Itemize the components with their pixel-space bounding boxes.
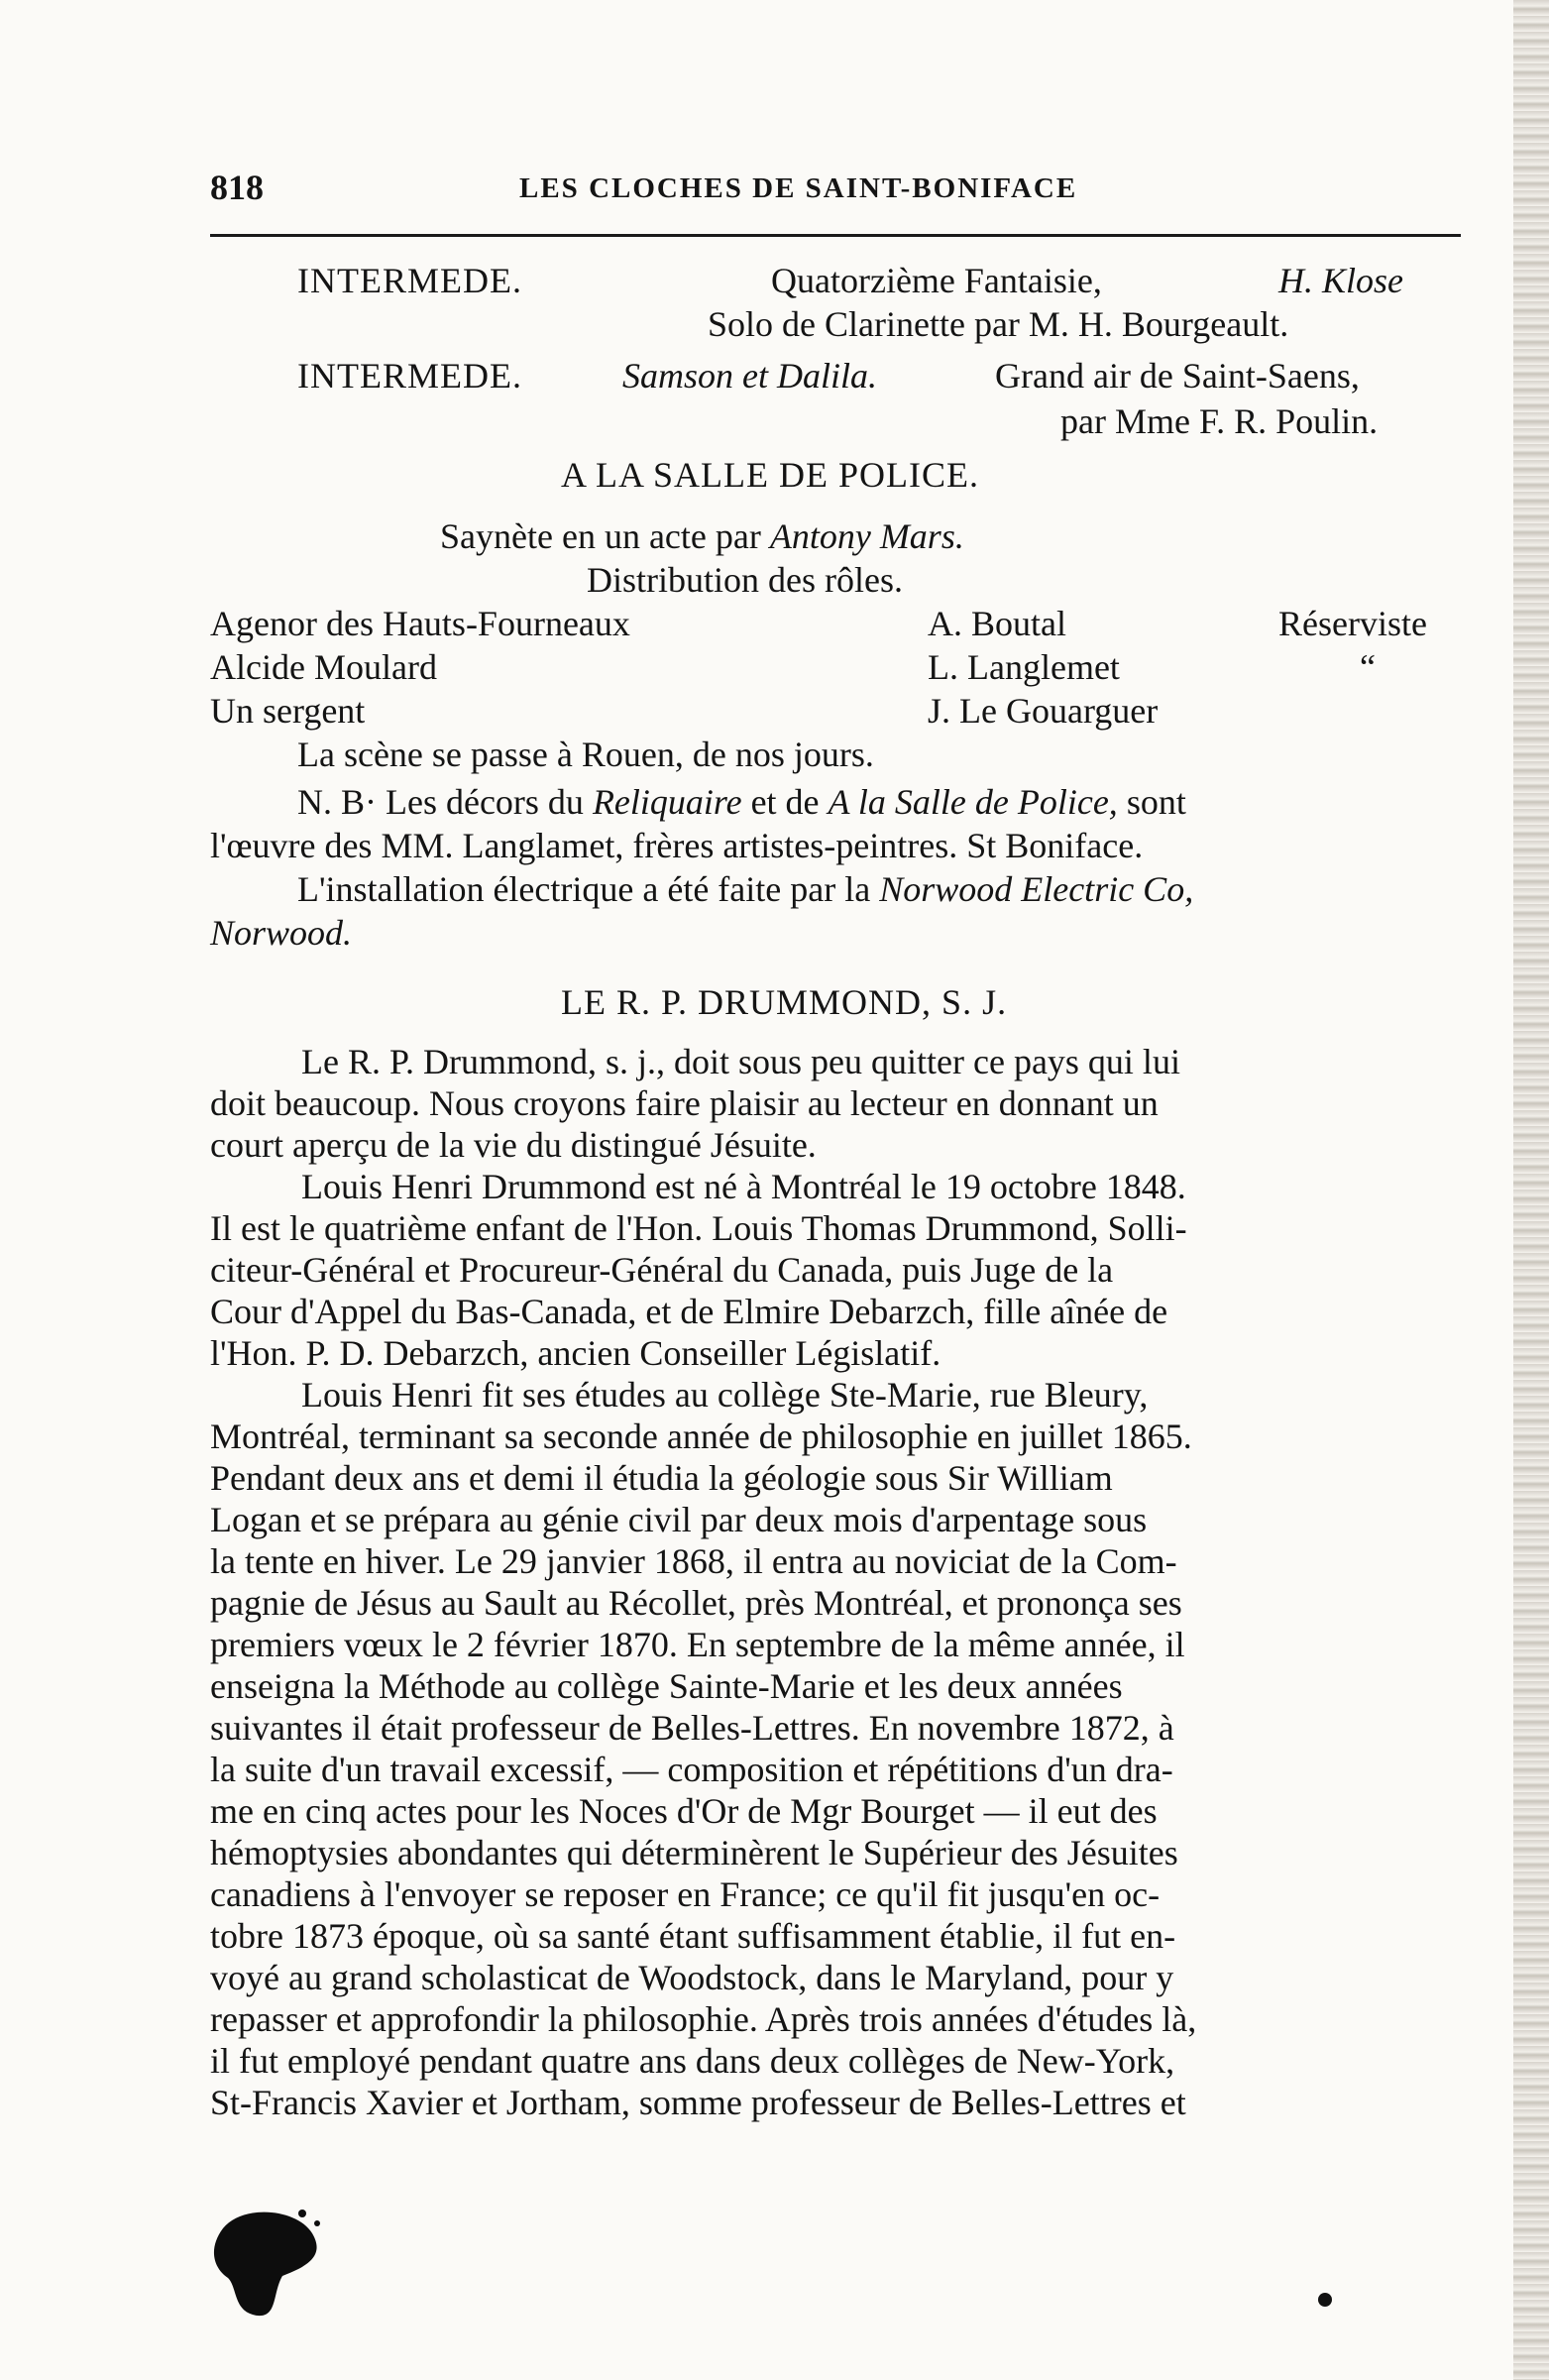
article-line: Logan et se prépara au génie civil par deux mois d'arpentage sous bbox=[210, 1500, 1148, 1539]
article-line: l'Hon. P. D. Debarzch, ancien Conseiller Législatif. bbox=[210, 1333, 941, 1373]
article-line: doit beaucoup. Nous croyons faire plaisir au lecteur en donnant un bbox=[210, 1083, 1159, 1123]
scene-note: La scène se passe à Rouen, de nos jours. bbox=[297, 735, 874, 774]
cast-actor: L. Langlemet bbox=[928, 647, 1120, 687]
article-line: la suite d'un travail excessif, — composition et répétitions d'un dra- bbox=[210, 1750, 1173, 1789]
article-line: tobre 1873 époque, où sa santé étant suffisamment établie, il fut en- bbox=[210, 1916, 1176, 1956]
cast-role: Agenor des Hauts-Fourneaux bbox=[210, 604, 630, 643]
page-edge bbox=[1513, 0, 1549, 2380]
article-line: Il est le quatrième enfant de l'Hon. Louis Thomas Drummond, Solli- bbox=[210, 1208, 1187, 1248]
intermede-label-1: INTERMEDE. bbox=[297, 261, 522, 300]
article-line: premiers vœux le 2 février 1870. En septembre de la même année, il bbox=[210, 1625, 1185, 1664]
article-line: repasser et approfondir la philosophie. Après trois années d'études là, bbox=[210, 1999, 1197, 2039]
intermede-detail-2b: par Mme F. R. Poulin. bbox=[1060, 401, 1379, 441]
intermede-composer-1: H. Klose bbox=[1278, 261, 1403, 300]
article-line: citeur-Général et Procureur-Général du Canada, puis Juge de la bbox=[210, 1250, 1114, 1290]
article-line: la tente en hiver. Le 29 janvier 1868, il entra au noviciat de la Com- bbox=[210, 1541, 1177, 1581]
article-line: Cour d'Appel du Bas-Canada, et de Elmire Debarzch, fille aînée de bbox=[210, 1292, 1168, 1331]
article-heading: LE R. P. DRUMMOND, S. J. bbox=[561, 982, 1008, 1022]
article-line: Montréal, terminant sa seconde année de philosophie en juillet 1865. bbox=[210, 1417, 1192, 1456]
nb-line-1: N. B· Les décors du Reliquaire et de A la Salle de Police, sont bbox=[297, 782, 1186, 822]
ink-blot-icon bbox=[203, 2199, 332, 2327]
article-line: St-Francis Xavier et Jortham, somme professeur de Belles-Lettres et bbox=[210, 2083, 1186, 2122]
article-line: voyé au grand scholasticat de Woodstock, dans le Maryland, pour y bbox=[210, 1958, 1174, 1997]
play-heading: A LA SALLE DE POLICE. bbox=[561, 455, 979, 495]
intermede-detail-1: Solo de Clarinette par M. H. Bourgeault. bbox=[708, 304, 1289, 344]
nb-line-2: l'œuvre des MM. Langlamet, frères artistes-peintres. St Boniface. bbox=[210, 826, 1144, 865]
article-line: canadiens à l'envoyer se reposer en France; ce qu'il fit jusqu'en oc- bbox=[210, 1874, 1161, 1914]
ink-dot bbox=[1318, 2293, 1332, 2307]
cast-actor: J. Le Gouarguer bbox=[928, 691, 1159, 731]
article-line: Pendant deux ans et demi il étudia la géologie sous Sir William bbox=[210, 1458, 1113, 1498]
intermede-detail-2a: Grand air de Saint-Saens, bbox=[995, 356, 1360, 396]
article-line: Louis Henri Drummond est né à Montréal le 19 octobre 1848. bbox=[301, 1167, 1186, 1206]
cast-role: Un sergent bbox=[210, 691, 366, 731]
page-number: 818 bbox=[210, 168, 264, 207]
nb-line-3: L'installation électrique a été faite par la Norwood Electric Co, bbox=[297, 869, 1194, 909]
cast-heading: Distribution des rôles. bbox=[587, 560, 903, 600]
article-line: Le R. P. Drummond, s. j., doit sous peu quitter ce pays qui lui bbox=[301, 1042, 1180, 1081]
article-line: enseigna la Méthode au collège Sainte-Marie et les deux années bbox=[210, 1666, 1123, 1706]
nb-line-4: Norwood. bbox=[210, 913, 353, 953]
article-line: hémoptysies abondantes qui déterminèrent le Supérieur des Jésuites bbox=[210, 1833, 1178, 1872]
play-subtitle: Saynète en un acte par Antony Mars. bbox=[440, 516, 964, 556]
intermede-title-1: Quatorzième Fantaisie, bbox=[771, 261, 1102, 300]
article-line: pagnie de Jésus au Sault au Récollet, près Montréal, et prononça ses bbox=[210, 1583, 1182, 1623]
article-line: il fut employé pendant quatre ans dans deux collèges de New-York, bbox=[210, 2041, 1175, 2081]
intermede-title-2: Samson et Dalila. bbox=[622, 356, 877, 396]
article-line: court aperçu de la vie du distingué Jésuite. bbox=[210, 1125, 817, 1165]
intermede-label-2: INTERMEDE. bbox=[297, 356, 522, 396]
article-line: Louis Henri fit ses études au collège Ste-Marie, rue Bleury, bbox=[301, 1375, 1149, 1415]
cast-role: Alcide Moulard bbox=[210, 647, 437, 687]
running-title: LES CLOCHES DE SAINT-BONIFACE bbox=[519, 172, 1078, 204]
cast-actor: A. Boutal bbox=[928, 604, 1066, 643]
article-line: me en cinq actes pour les Noces d'Or de Mgr Bourget — il eut des bbox=[210, 1791, 1158, 1831]
article-line: suivantes il était professeur de Belles-Lettres. En novembre 1872, à bbox=[210, 1708, 1174, 1748]
cast-note: “ bbox=[1360, 647, 1376, 687]
running-header bbox=[210, 167, 1461, 216]
header-rule bbox=[210, 234, 1461, 237]
cast-note: Réserviste bbox=[1278, 604, 1427, 643]
